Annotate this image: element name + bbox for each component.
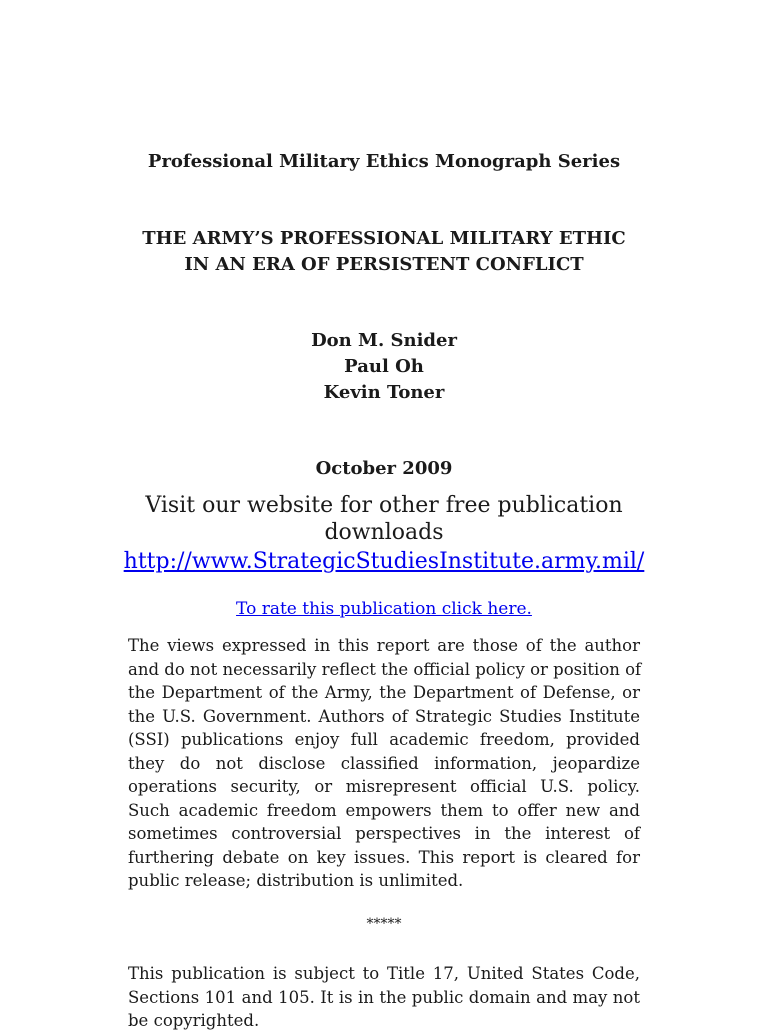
disclaimer-line: the Department of the Army, the Department of Defense, or [128, 683, 640, 702]
rate-link-container [0, 597, 768, 621]
website-notice-line-1: Visit our website for other free publication [145, 493, 623, 518]
disclaimer-line: furthering debate on key issues. This report is cleared for [128, 847, 640, 867]
disclaimer-line: sometimes controversial perspectives in the interest of [128, 824, 640, 843]
title-line-1: THE ARMY’S PROFESSIONAL MILITARY ETHIC [142, 228, 626, 249]
website-link[interactable]: http://www.StrategicStudiesInstitute.army.mil/ [123, 549, 645, 574]
disclaimer-line: they do not disclose classified information, jeopardize [128, 753, 640, 773]
copyright-paragraph [128, 962, 640, 1033]
disclaimer-line: and do not necessarily reflect the official policy or position of [128, 659, 642, 679]
disclaimer-line: (SSI) publications enjoy full academic freedom, provided [128, 730, 640, 749]
author-name: Don M. Snider [311, 330, 457, 351]
copyright-line: be copyrighted. [128, 1011, 260, 1030]
document-title [0, 226, 768, 278]
disclaimer-paragraph [128, 634, 640, 893]
copyright-line: This publication is subject to Title 17, United States Code, [128, 964, 640, 983]
website-notice [0, 492, 768, 546]
disclaimer-line: the U.S. Government. Authors of Strategic Studies Institute [128, 706, 640, 726]
section-separator: ***** [366, 916, 402, 932]
author-list [0, 328, 768, 406]
rate-publication-link[interactable]: To rate this publication click here. [236, 599, 532, 619]
title-line-2: IN AN ERA OF PERSISTENT CONFLICT [184, 254, 584, 275]
disclaimer-line: operations security, or misrepresent official U.S. policy. [128, 777, 640, 796]
publication-date: October 2009 [315, 458, 453, 479]
disclaimer-line: The views expressed in this report are those of the author [128, 636, 640, 655]
copyright-line: Sections 101 and 105. It is in the public domain and may not [128, 987, 640, 1007]
disclaimer-line: public release; distribution is unlimited. [128, 871, 464, 890]
author-name: Paul Oh [344, 356, 424, 377]
website-notice-line-2: downloads [324, 520, 444, 545]
series-title: Professional Military Ethics Monograph Series [147, 151, 621, 172]
author-name: Kevin Toner [323, 382, 445, 403]
disclaimer-line: Such academic freedom empowers them to offer new and [128, 800, 640, 820]
website-link-container [0, 548, 768, 576]
